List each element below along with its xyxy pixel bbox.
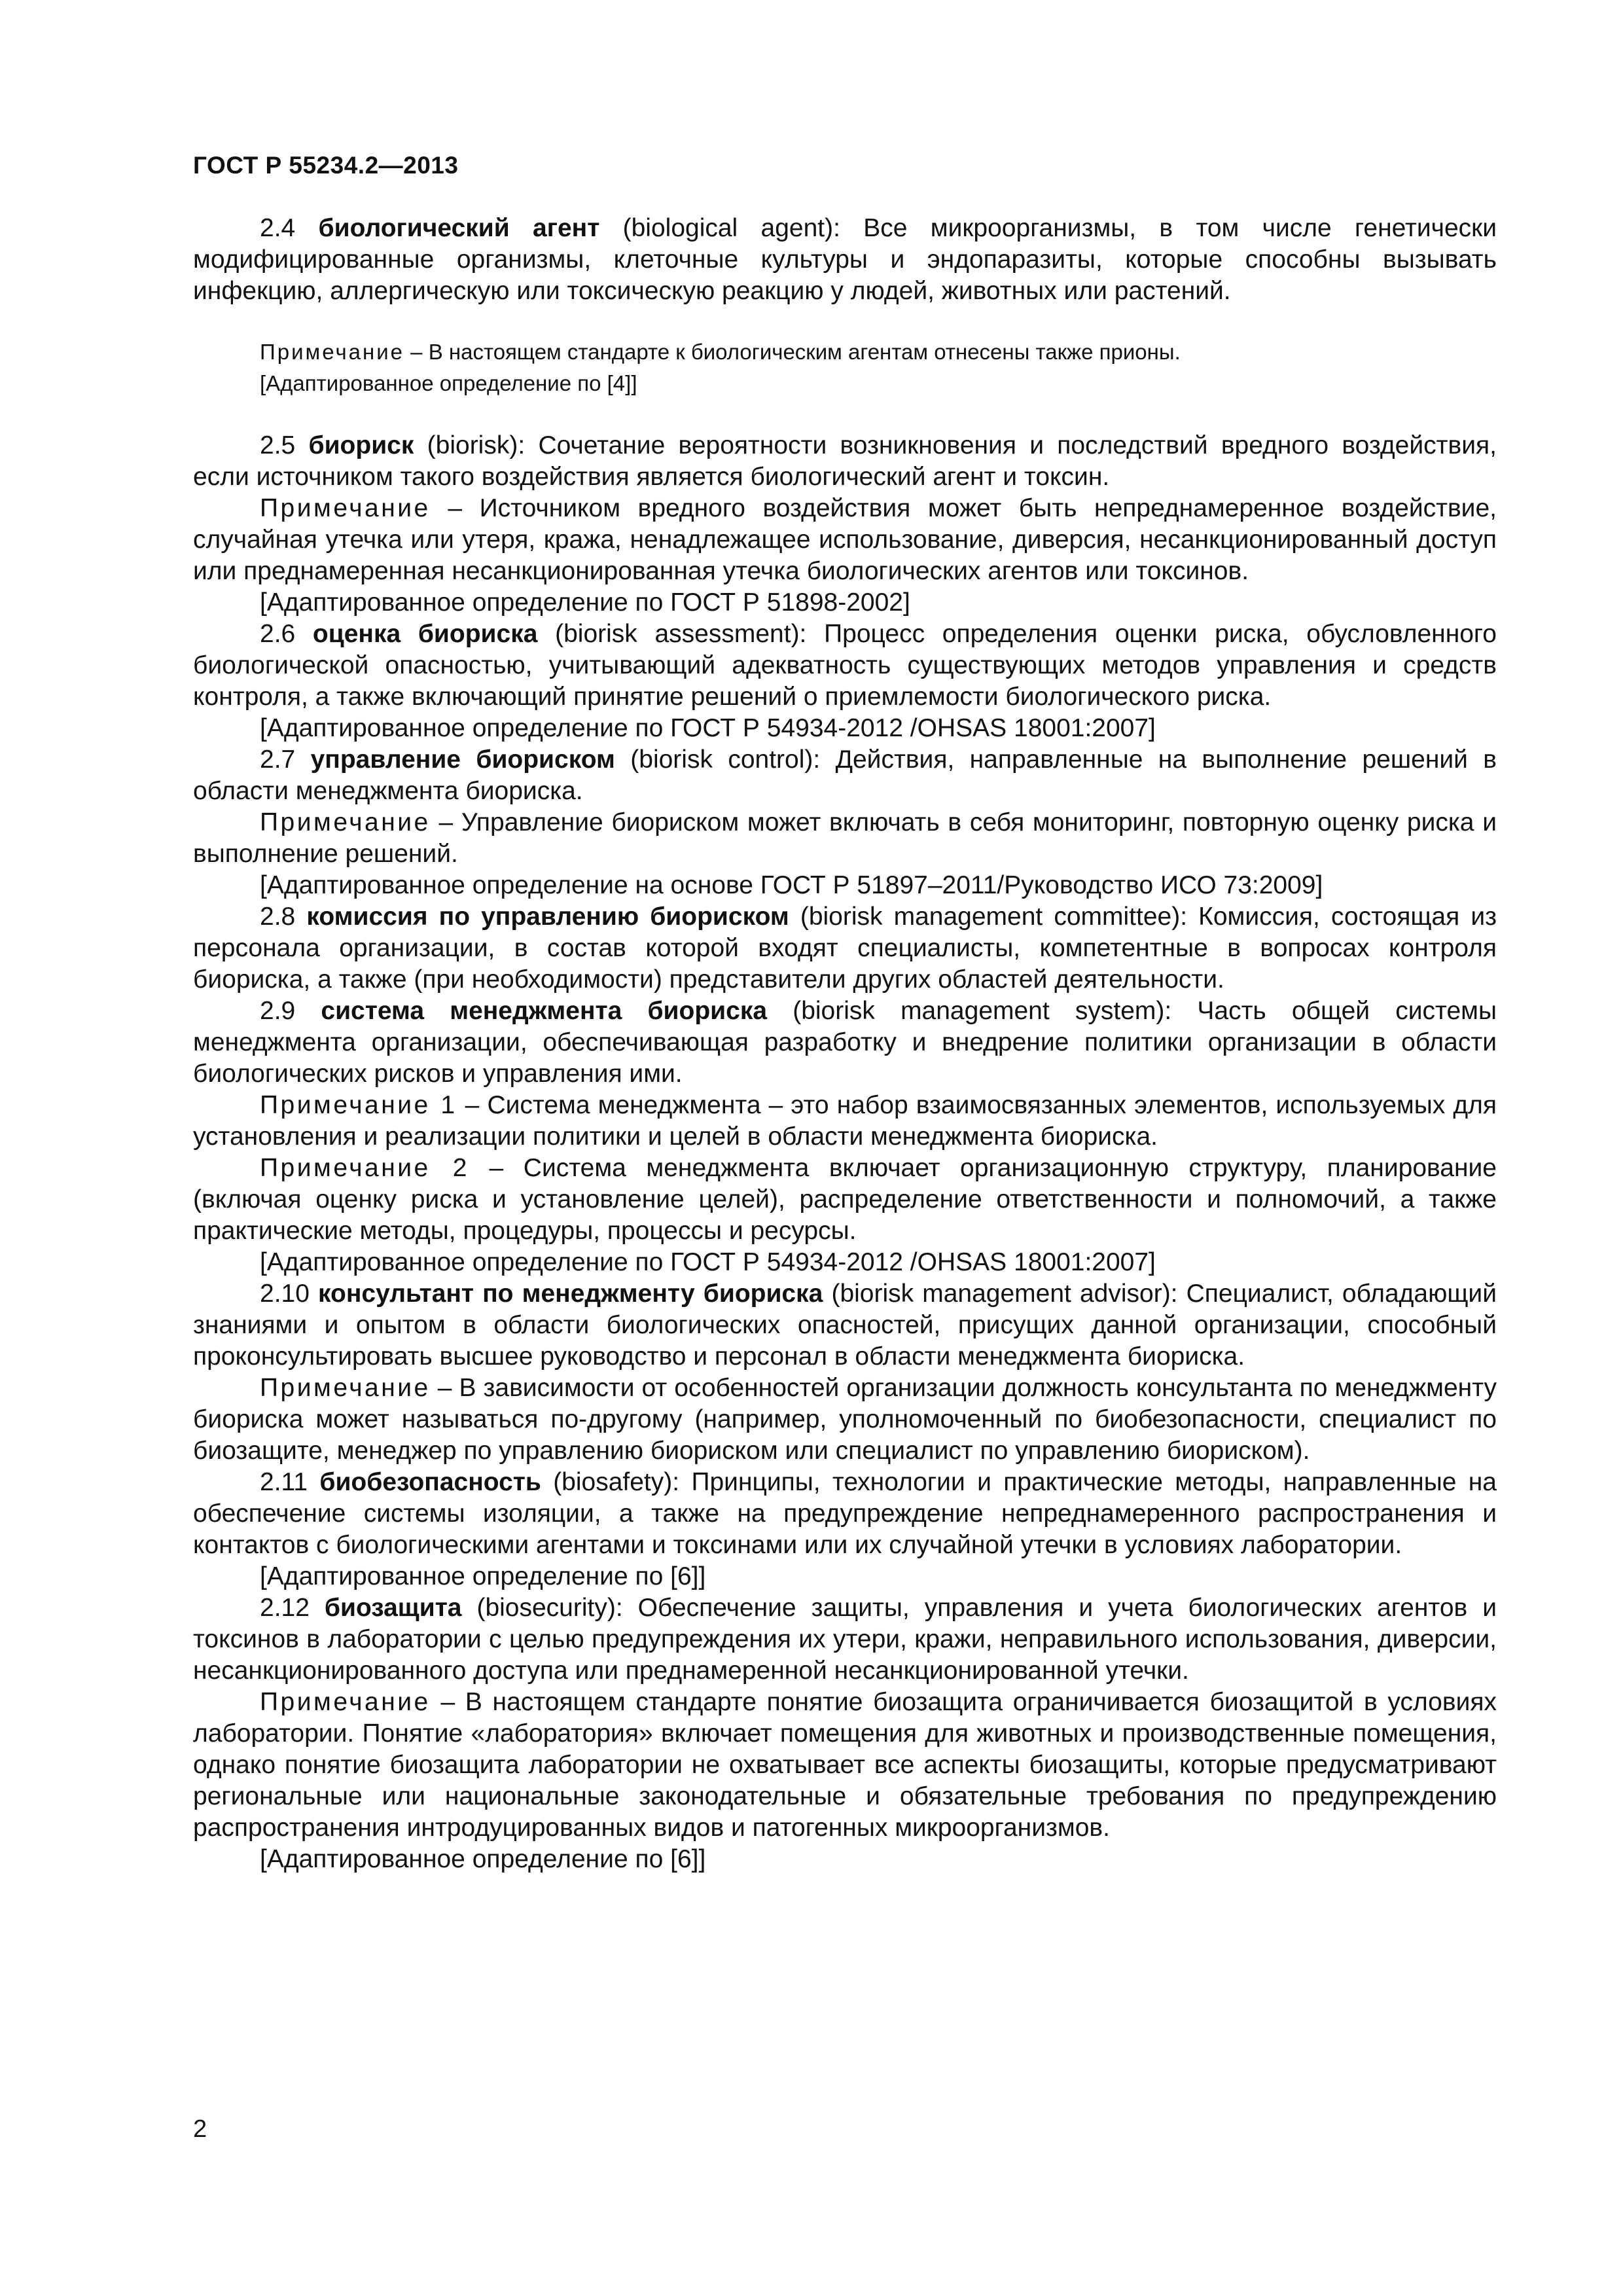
term-definition: Принципы, технологии и практические методы, направленные на обеспечение системы изоляции, а также на предупреждение непреднамеренного распространения и контактов с биологическими агентами и токсинами или их случайной утечки в условиях лаборатории. [193,1468,1497,1559]
term-english: (biorisk assessment): [555,620,807,648]
note-label: Примечание [260,1374,431,1402]
term-english: (biorisk control): [630,745,821,774]
term-number: 2.5 [260,431,296,459]
note-label: Примечание 1 [260,1091,457,1119]
note-text: – Источником вредного воздействия может быть непреднамеренное воздействие, случайная утечка или утеря, кража, ненадлежащее использование, диверсия, несанкционированный доступ или преднамеренная несанкционированная утечка биологических агентов или токсинов. [193,494,1497,585]
term-entry-2-11 [193,1467,1497,1561]
term-english: (biosafety): [553,1468,680,1496]
note-label: Примечание [260,1688,431,1716]
note-label: Примечание [260,494,431,522]
note-text: – Управление биориском может включать в себя мониторинг, повторную оценку риска и выполнение решений. [193,808,1497,868]
term-number: 2.12 [260,1594,310,1622]
term-definition: Обеспечение защиты, управления и учета биологических агентов и токсинов в лаборатории с целью предупреждения их утери, кражи, неправильного использования, диверсии, несанкционированного доступа или преднамеренной несанкционированной утечки. [193,1594,1497,1685]
note-2-9-2 [193,1153,1497,1247]
term-name: консультант по менеджменту биориска [318,1280,823,1308]
term-name: биозащита [324,1594,462,1622]
note-2-10 [193,1372,1497,1467]
note-2-9-1 [193,1090,1497,1153]
note-2-4 [260,336,1497,399]
term-number: 2.6 [260,620,296,648]
note-label: Примечание [260,808,431,836]
term-name: биологический агент [318,214,600,242]
term-definition: Действия, направленные на выполнение решений в области менеджмента биориска. [193,745,1497,805]
note-label: Примечание 2 [260,1154,469,1182]
term-name: биориск [308,431,414,459]
term-english: (biorisk management advisor): [831,1280,1178,1308]
document-body [193,213,1497,1875]
source-reference: [Адаптированное определение по ГОСТ Р 54934-2012 /OHSAS 18001:2007] [260,1248,1156,1276]
term-entry-2-12 [193,1592,1497,1687]
term-definition: Сочетание вероятности возникновения и последствий вредного воздействия, если источником такого воздействия является биологический агент и токсин. [193,431,1497,491]
term-definition: Комиссия, состоящая из персонала организации, в состав которой входят специалисты, компетентные в вопросах контроля биориска, а также (при необходимости) представители других областей деятельности. [193,903,1497,994]
term-definition: Процесс определения оценки риска, обусловленного биологической опасностью, учитывающий адекватность существующих методов управления и средств контроля, а также включающий принятие решений о приемлемости биологического риска. [193,620,1497,711]
term-english: (biorisk): [427,431,526,459]
term-english: (biosecurity): [476,1594,623,1622]
term-entry-2-5 [193,430,1497,493]
note-label: Примечание [260,340,405,364]
source-reference: [Адаптированное определение по [4]] [260,371,637,395]
source-reference: [Адаптированное определение на основе ГОСТ Р 51897–2011/Руководство ИСО 73:2009] [260,871,1323,899]
term-definition: Специалист, обладающий знаниями и опытом в области биологических опасностей, присущих данной организации, способный проконсультировать высшее руководство и персонал в области менеджмента биориска. [193,1280,1497,1371]
term-number: 2.10 [260,1280,310,1308]
note-text: – В зависимости от особенностей организации должность консультанта по менеджменту биориска может называться по-другому (например, уполномоченный по биобезопасности, специалист по биозащите, менеджер по управлению биориском или специалист по управлению биориском). [193,1374,1497,1465]
term-name: комиссия по управлению биориском [306,903,789,931]
term-name: система менеджмента биориска [321,997,768,1025]
term-entry-2-4 [193,213,1497,307]
term-number: 2.8 [260,903,296,931]
note-2-12 [193,1687,1497,1844]
term-entry-2-7 [193,744,1497,807]
term-definition: Часть общей системы менеджмента организации, обеспечивающая разработку и внедрение политики организации в области биологических рисков и управления ими. [193,997,1497,1088]
term-number: 2.9 [260,997,296,1025]
term-number: 2.4 [260,214,296,242]
term-number: 2.7 [260,745,296,774]
page-number: 2 [193,2115,207,2143]
note-text: – В настоящем стандарте понятие биозащита ограничивается биозащитой в условиях лаборатории. Понятие «лаборатория» включает помещения для животных и производственные помещения, однако понятие биозащита лаборатории не охватывает все аспекты биозащиты, которые предусматривают региональные или национальные законодательные и обязательные требования по предупреждению распространения интродуцированных видов и патогенных микроорганизмов. [193,1688,1497,1842]
note-text: – Система менеджмента – это набор взаимосвязанных элементов, используемых для установления и реализации политики и целей в области менеджмента биориска. [193,1091,1497,1151]
source-reference: [Адаптированное определение по [6]] [260,1562,706,1590]
term-entry-2-10 [193,1278,1497,1372]
note-2-5 [193,493,1497,587]
source-reference: [Адаптированное определение по [6]] [260,1845,706,1873]
term-name: биобезопасность [319,1468,541,1496]
term-name: управление биориском [310,745,615,774]
source-reference: [Адаптированное определение по ГОСТ Р 54934-2012 /OHSAS 18001:2007] [260,714,1156,742]
term-english: (biological agent): [622,214,840,242]
term-entry-2-6 [193,619,1497,713]
source-reference: [Адаптированное определение по ГОСТ Р 51898-2002] [260,588,910,617]
term-entry-2-9 [193,996,1497,1090]
term-name: оценка биориска [312,620,538,648]
term-english: (biorisk management committee): [800,903,1188,931]
term-entry-2-8 [193,901,1497,996]
document-header: ГОСТ Р 55234.2—2013 [193,152,459,179]
term-number: 2.11 [260,1468,308,1496]
note-text: – В настоящем стандарте к биологическим агентам отнесены также прионы. [404,340,1181,364]
note-text: – Система менеджмента включает организационную структуру, планирование (включая оценку риска и установление целей), распределение ответственности и полномочий, а также практические методы, процедуры, процессы и ресурсы. [193,1154,1497,1245]
term-english: (biorisk management system): [793,997,1172,1025]
note-2-7 [193,807,1497,870]
term-definition: Все микроорганизмы, в том числе генетически модифицированные организмы, клеточные культуры и эндопаразиты, которые способны вызывать инфекцию, аллергическую или токсическую реакцию у людей, животных или растений. [193,214,1497,305]
